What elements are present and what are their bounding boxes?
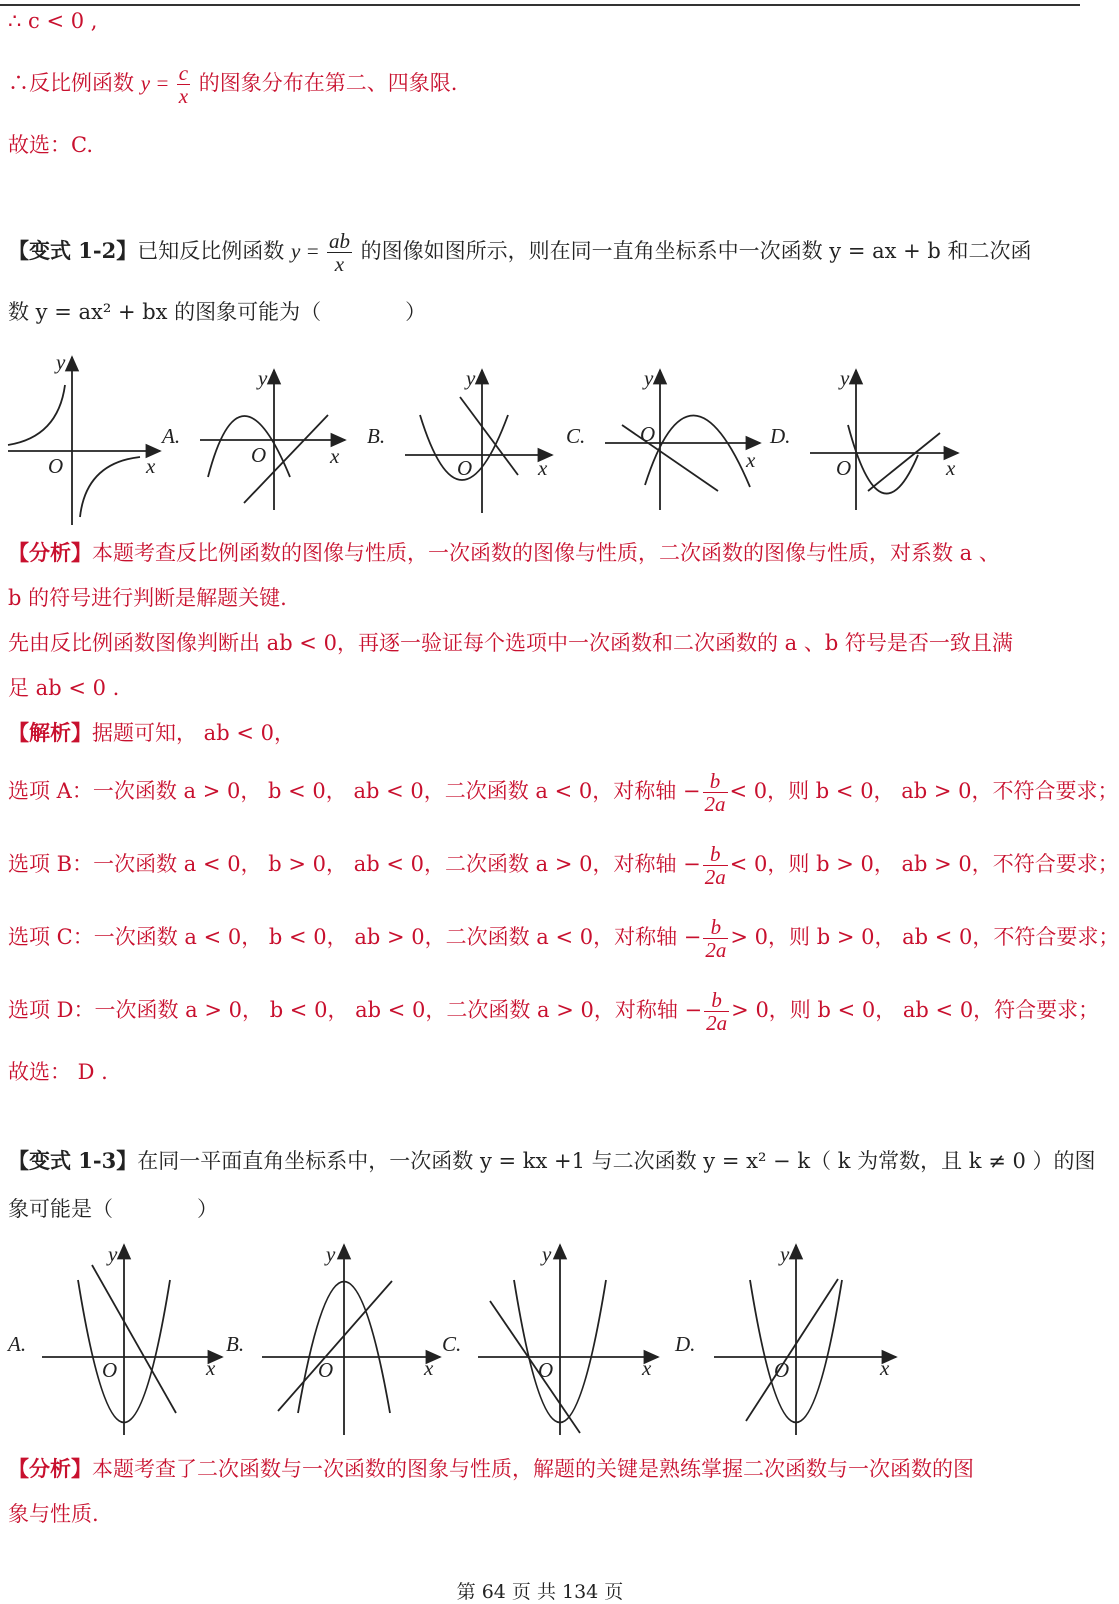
svg-text:O: O [48, 454, 64, 478]
option-c-analysis: 选项 C：一次函数 a < 0， b < 0， ab > 0，二次函数 a < 0，对称轴 − $\frac{b}{2a}$ > 0，则 b > 0， ab < 0，不符合要求； [8, 915, 1119, 962]
graph-1-3-c [478, 1245, 658, 1435]
option-d-analysis: 选项 D：一次函数 a > 0， b < 0， ab < 0，二次函数 a > 0，对称轴 − $\frac{b}{2a}$ > 0，则 b < 0， ab < 0，符合要求； [8, 988, 1100, 1035]
svg-text:x: x [642, 1356, 652, 1380]
graph-b [405, 370, 552, 513]
svg-text:x: x [746, 448, 756, 472]
svg-text:y: y [258, 366, 268, 390]
svg-text:A.: A. [8, 1332, 27, 1356]
svg-text:C.: C. [566, 424, 586, 448]
graph-c [605, 370, 760, 510]
svg-text:C.: C. [442, 1332, 462, 1356]
analysis-1-2-line4: 足 ab < 0 . [8, 676, 120, 700]
svg-text:O: O [102, 1358, 118, 1382]
solution-1-2: 【解析】据题可知， ab < 0， [8, 720, 295, 745]
page-footer: 第 64 页 共 134 页 [456, 1581, 624, 1603]
answer-c: 故选：C. [8, 133, 93, 157]
question-1-2: 【变式 1-2】已知反比例函数 y = $\frac{ab}{x}$ 的图像如图所示，则在同一直角坐标系中一次函数 y = ax + b 和二次函 [8, 229, 1032, 276]
analysis-1-3: 【分析】本题考查了二次函数与一次函数的图象与性质，解题的关键是熟练掌握二次函数与一次函数的图 [8, 1456, 974, 1481]
svg-text:A.: A. [162, 424, 181, 448]
svg-text:y: y [466, 366, 476, 390]
svg-text:B.: B. [367, 424, 386, 448]
svg-text:y: y [326, 1242, 336, 1266]
svg-text:D.: D. [675, 1332, 696, 1356]
graph-1-3-a [42, 1245, 222, 1435]
answer-d: 故选： D . [8, 1060, 108, 1084]
option-b-analysis: 选项 B：一次函数 a < 0， b > 0， ab < 0，二次函数 a > 0，对称轴 − $\frac{b}{2a}$ < 0，则 b > 0， ab > 0，不符合要求； [8, 842, 1119, 889]
svg-text:x: x [206, 1356, 216, 1380]
question-1-3: 【变式 1-3】在同一平面直角坐标系中，一次函数 y = kx +1 与二次函数 y = x² − k（ k 为常数，且 k ≠ 0 ）的图 [8, 1148, 1096, 1173]
svg-text:B.: B. [226, 1332, 245, 1356]
conclusion-c: ∴ c < 0 , [8, 9, 98, 33]
svg-text:x: x [330, 444, 340, 468]
conclusion-inverse: ∴反比例函数 y = $\frac{c}{x}$ 的图象分布在第二、四象限. [8, 61, 458, 108]
option-a-analysis: 选项 A：一次函数 a > 0， b < 0， ab < 0，二次函数 a < 0，对称轴 − $\frac{b}{2a}$ < 0，则 b < 0， ab > 0，不符合要求； [8, 769, 1119, 816]
analysis-1-2-line2: b 的符号进行判断是解题关键. [8, 586, 287, 610]
hyperbola-graph [8, 357, 160, 525]
graph-d [810, 370, 958, 510]
svg-text:y: y [840, 366, 850, 390]
svg-text:O: O [251, 443, 267, 467]
svg-text:x: x [946, 456, 956, 480]
svg-text:y: y [56, 350, 66, 374]
svg-text:O: O [640, 422, 656, 446]
analysis-1-2: 【分析】本题考查反比例函数的图像与性质，一次函数的图像与性质，二次函数的图像与性质，对系数 a 、 [8, 540, 1000, 565]
svg-text:x: x [424, 1356, 434, 1380]
svg-text:y: y [108, 1242, 118, 1266]
graphs-1-3 [0, 1235, 1080, 1440]
svg-text:D.: D. [770, 424, 791, 448]
svg-text:x: x [880, 1356, 890, 1380]
svg-text:O: O [538, 1358, 554, 1382]
svg-text:x: x [146, 454, 156, 478]
top-rule [0, 4, 1080, 6]
svg-text:O: O [836, 456, 852, 480]
svg-text:y: y [644, 366, 654, 390]
graph-1-3-d [714, 1245, 896, 1435]
graphs-1-2 [0, 345, 1080, 530]
svg-text:x: x [538, 456, 548, 480]
question-1-3-line2: 象可能是（ ） [8, 1197, 218, 1221]
svg-text:O: O [318, 1358, 334, 1382]
question-1-2-line2: 数 y = ax² + bx 的图象可能为（ ） [8, 300, 427, 324]
svg-text:O: O [774, 1358, 790, 1382]
analysis-1-2-line3: 先由反比例函数图像判断出 ab < 0，再逐一验证每个选项中一次函数和二次函数的 a 、b 符号是否一致且满 [8, 631, 1013, 655]
svg-text:y: y [542, 1242, 552, 1266]
svg-text:y: y [780, 1242, 790, 1266]
analysis-1-3-line2: 象与性质. [8, 1502, 99, 1526]
svg-text:O: O [457, 456, 473, 480]
graph-1-3-b [262, 1245, 440, 1435]
graph-a [200, 370, 345, 510]
